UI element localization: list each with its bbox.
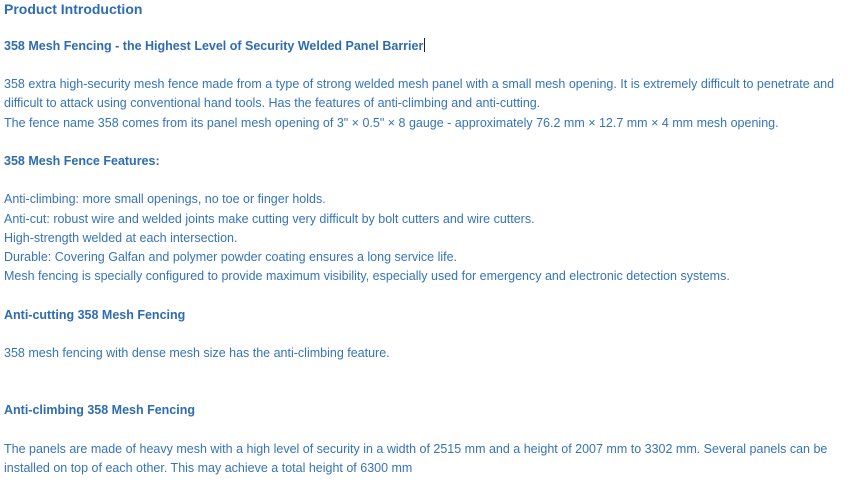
headline	[4, 37, 425, 55]
feature-item: Anti-climbing: more small openings, no toe or finger holds.	[4, 192, 326, 206]
text-cursor	[424, 38, 425, 52]
feature-item: High-strength welded at each intersection.	[4, 231, 238, 245]
anti-climbing-text-line-2: installed on top of each other. This may achieve a total height of 6300 mm	[4, 461, 413, 475]
headline-text: 358 Mesh Fencing - the Highest Level of Security Welded Panel Barrier	[4, 39, 424, 53]
features-heading: 358 Mesh Fence Features:	[4, 154, 160, 168]
intro-line-1: 358 extra high-security mesh fence made from a type of strong welded mesh panel with a small mesh opening. It is extremely difficult to penetrate and	[4, 77, 835, 91]
feature-item: Anti-cut: robust wire and welded joints make cutting very difficult by bolt cutters and wire cutters.	[4, 212, 535, 226]
anti-climbing-text-line-1: The panels are made of heavy mesh with a high level of security in a width of 2515 mm and a height of 2007 mm to 3302 mm. Several panels can be	[4, 442, 828, 456]
feature-item: Mesh fencing is specially configured to provide maximum visibility, especially used for emergency and electronic detection systems.	[4, 269, 730, 283]
section-title: Product Introduction	[4, 1, 143, 17]
intro-line-2: difficult to attack using conventional hand tools. Has the features of anti-climbing and anti-cutting.	[4, 96, 541, 110]
anti-cutting-text: 358 mesh fencing with dense mesh size has the anti-climbing feature.	[4, 346, 390, 360]
anti-cutting-heading: Anti-cutting 358 Mesh Fencing	[4, 308, 186, 322]
feature-item: Durable: Covering Galfan and polymer powder coating ensures a long service life.	[4, 250, 458, 264]
anti-climbing-heading: Anti-climbing 358 Mesh Fencing	[4, 403, 195, 417]
intro-line-3: The fence name 358 comes from its panel mesh opening of 3" × 0.5" × 8 gauge - approximately 76.2 mm × 12.7 mm × 4 mm mesh opening.	[4, 116, 779, 130]
